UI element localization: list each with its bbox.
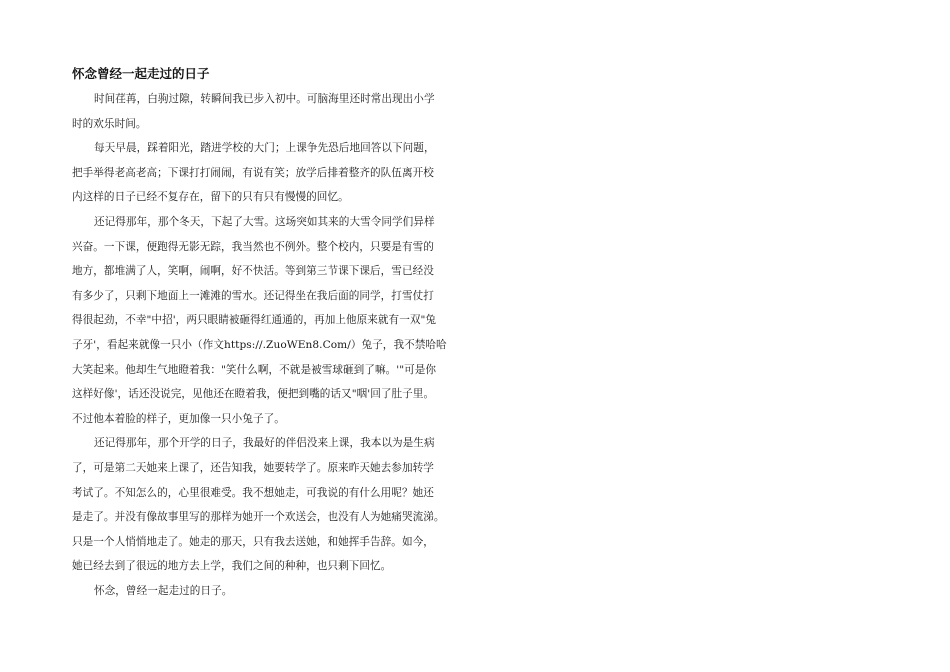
text-line: 得很起劲，不幸"中招'，两只眼睛被砸得红通通的，再加上他原来就有一双"兔 [72,314,437,327]
document-title: 怀念曾经一起走过的日子 [72,66,210,81]
text-line: 怀念，曾经一起走过的日子。 [94,584,233,597]
text-line: 内这样的日子已经不复存在，留下的只有只有慢慢的回忆。 [72,191,349,204]
text-line: 还记得那年，那个冬天，下起了大雪。这场突如其来的大雪令同学们异样 [94,215,435,228]
text-line: 把手举得老高老高；下课打打闹闹，有说有笑；放学后排着整齐的队伍离开校 [72,166,434,179]
text-line: 不过他本着脸的样子，更加像一只小兔子了。 [72,412,285,425]
text-line: 时的欢乐时间。 [72,117,147,130]
text-line: 还记得那年，那个开学的日子，我最好的伴侣没来上课，我本以为是生病 [94,437,435,450]
document-body [72,87,467,603]
text-line: 时间荏苒，白驹过隙，转瞬间我已步入初中。可脑海里还时常出现出小学 [94,93,435,105]
text-line: 地方，都堆满了人，笑啊，闹啊，好不快活。等到第三节课下课后，雪已经没 [72,265,434,278]
text-line: 子牙'，看起来就像一只小（作文https://.ZuoWEn8.Com/）兔子，我不禁哈哈 [72,338,447,351]
text-line: 这样好像'，话还没说完，见他还在瞪着我，便把到嘴的话又"咽'回了肚子里。 [72,388,435,401]
text-line: 考试了。不知怎么的，心里很难受。我不想她走，可我说的有什么用呢？她还 [72,486,434,499]
text-line: 每天早晨，踩着阳光，踏进学校的大门；上课争先恐后地回答以下问题， [94,142,435,155]
text-line: 了，可是第二天她来上课了，还告知我，她要转学了。原来昨天她去参加转学 [72,461,434,474]
text-line: 大笑起来。他却生气地瞪着我："笑什么啊，不就是被雪球砸到了嘛。'"可是你 [72,363,437,376]
document-page [72,62,467,603]
text-line: 只是一个人悄悄地走了。她走的那天，只有我去送她，和她挥手告辞。如今， [72,535,434,548]
text-line: 是走了。并没有像故事里写的那样为她开一个欢送会，也没有人为她痛哭流涕。 [72,511,445,524]
text-line: 有多少了，只剩下地面上一滩滩的雪水。还记得坐在我后面的同学，打雪仗打 [72,289,434,302]
text-line: 兴奋。一下课，便跑得无影无踪，我当然也不例外。整个校内，只要是有雪的 [72,240,434,253]
text-line: 她已经去到了很远的地方去上学，我们之间的种种，也只剩下回忆。 [72,560,392,573]
